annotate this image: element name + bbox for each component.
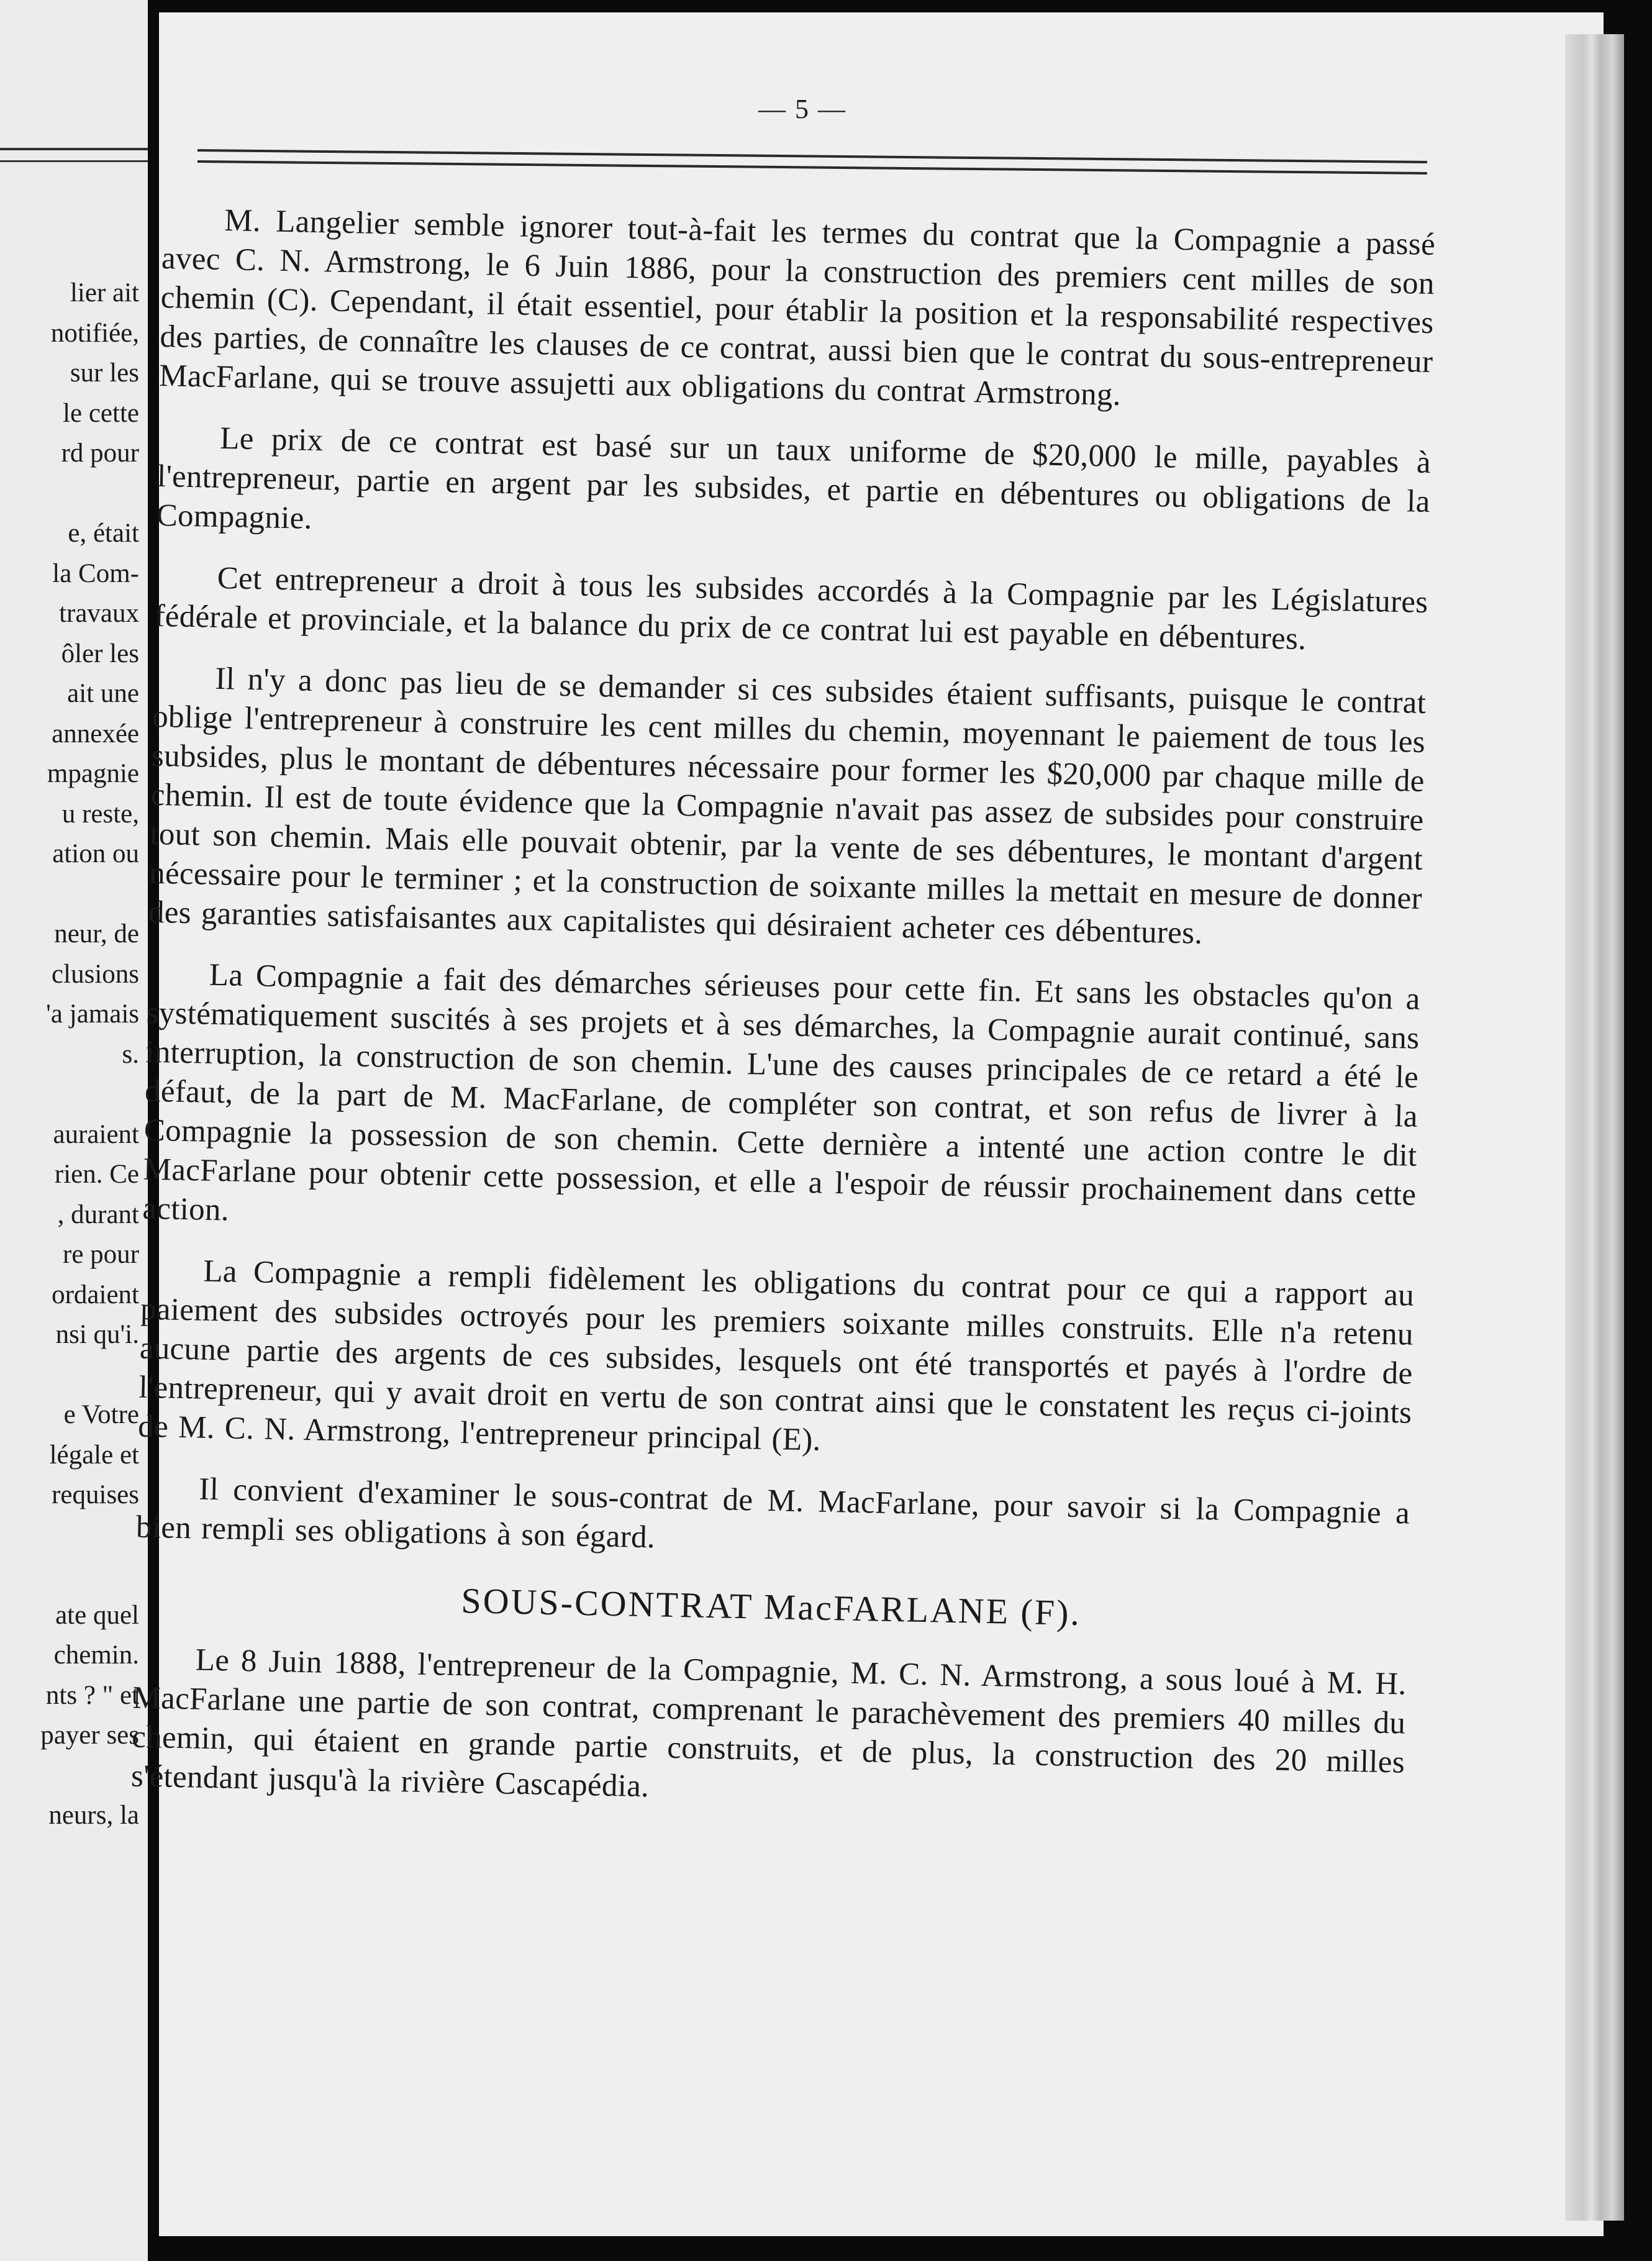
left-page-line: ordaient	[52, 1280, 139, 1309]
left-page-line: travaux	[59, 599, 139, 628]
left-page-line: , durant	[57, 1199, 139, 1229]
paragraph-7: Il convient d'examiner le sous-contrat de M. MacFarlane, pour savoir si la Compagnie a bien rempli ses obligations à son égard.	[135, 1472, 1410, 1555]
left-page-line: rd pour	[61, 439, 139, 468]
left-page-line: neurs, la	[48, 1801, 139, 1830]
left-page-line: nsi qu'i.	[55, 1320, 139, 1349]
left-page-line: requises	[52, 1480, 139, 1509]
left-page-line: la Com-	[52, 558, 139, 588]
paragraph-4: Il n'y a donc pas lieu de se demander si ces subsides étaient suffisants, puisque le contrat oblige l'entrepreneur à construire les cent milles du chemin, moyennant le paiement de tous les subsides, plus le montant de débentures nécessaire pour former les $20,000 par chaque mille de chemin. Il est de toute évidence que la Compagnie n'avait pas assez de subsides pour construire tout son chemin. Mais elle pouvait obtenir, par la vente de ses débentures, le montant d'argent nécessaire pour le terminer ; et la construction de soixante milles la mettait en mesure de donner des garanties satisfaisantes aux capitalistes qui désiraient acheter ces débentures.	[148, 661, 1427, 951]
section-heading: SOUS-CONTRAT MacFARLANE (F).	[460, 1580, 1082, 1634]
paragraph-8: Le 8 Juin 1888, l'entrepreneur de la Compagnie, M. C. N. Armstrong, a sous loué à M. H. MacFarlane une partie de son contrat, comprenant le parachèvement des premiers 40 milles du chemin, qui étaient en grande partie construits, et de plus, la construction des 20 milles s'étendant jusqu'à la rivière Cascapédia.	[130, 1642, 1407, 1804]
body-text	[130, 200, 1435, 1822]
paragraph-6: La Compagnie a rempli fidèlement les obligations du contrat pour ce qui a rapport au paiement des subsides octroyés pour les premiers soixante milles construits. Elle n'a retenu aucune partie des argents de ces subsides, lesquels ont été transportés et payés à l'ordre de l'entrepreneur, qui y avait droit en vertu de son contrat ainsi que le constatent les reçus ci-joints de M. C. N. Armstrong, l'entrepreneur principal (E).	[137, 1253, 1415, 1458]
left-page-line: légale et	[49, 1440, 139, 1470]
left-page-line: ait une	[67, 679, 139, 708]
left-header-rule	[0, 148, 148, 150]
left-page-line: nts ? " et	[45, 1680, 139, 1710]
left-page-line: ate quel	[55, 1600, 139, 1630]
left-page-line: clusions	[52, 959, 139, 989]
page-number: — 5 —	[758, 94, 846, 124]
left-page-line: ation ou	[52, 839, 139, 868]
left-page-line: e Votre	[63, 1400, 139, 1429]
left-page-line: s.	[122, 1039, 139, 1069]
paragraph-2: Le prix de ce contrat est basé sur un taux uniforme de $20,000 le mille, payables à l'entrepreneur, partie en argent par les subsides, et partie en débentures ou obligations de la Compagnie.	[156, 421, 1432, 536]
left-page-line: sur les	[70, 358, 139, 388]
left-page-line: le cette	[63, 398, 139, 428]
left-page-line: ôler les	[61, 639, 139, 668]
paragraph-5: La Compagnie a fait des démarches sérieuses pour cette fin. Et sans les obstacles qu'on a systématiquement suscités à ses projets et à ses démarches, la Compagnie aurait continué, sans interruption, la construction de son chemin. L'une des causes principales de ce retard a été le défaut, de la part de M. MacFarlane, de compléter son contrat, et son refus de livrer à la Compagnie la possession de son chemin. Cette dernière a intenté une action contre le dit MacFarlane pour obtenir cette possession, et elle a l'espoir de réussir prochainement dans cette action.	[142, 957, 1421, 1228]
left-page-line: neur, de	[54, 919, 139, 949]
left-facing-page	[0, 0, 148, 2261]
left-page-line: annexée	[52, 719, 139, 748]
left-page-line: e, était	[68, 519, 139, 548]
left-page-line: u reste,	[61, 799, 139, 829]
paragraph-3: Cet entrepreneur a droit à tous les subsides accordés à la Compagnie par les Législatures fédérale et provinciale, et la balance du prix de ce contrat lui est payable en débentures.	[153, 560, 1428, 657]
paragraph-1: M. Langelier semble ignorer tout-à-fait les termes du contrat que la Compagnie a passé avec C. N. Armstrong, le 6 Juin 1886, pour la construction des premiers cent milles de son chemin (C). Cependant, il était essentiel, pour établir la position et la responsabilité respectives des parties, de connaître les clauses de ce contrat, aussi bien que le contrat du sous-entrepreneur MacFarlane, qui se trouve assujetti aux obligations du contrat Armstrong.	[158, 203, 1436, 413]
left-page-line: 'a jamais	[46, 999, 139, 1029]
left-page-line: lier ait	[70, 278, 139, 307]
left-page-line: payer ses	[40, 1721, 139, 1750]
left-page-line: chemin.	[53, 1640, 139, 1670]
left-page-line: rien. Ce	[54, 1160, 139, 1189]
left-page-line: auraient	[53, 1119, 139, 1149]
left-page-line: notifiée,	[50, 318, 139, 348]
left-header-rule-2	[0, 160, 148, 162]
left-page-line: re pour	[63, 1240, 139, 1269]
left-page-line: mpagnie	[47, 759, 139, 788]
page-edge-stack	[1565, 34, 1624, 2221]
